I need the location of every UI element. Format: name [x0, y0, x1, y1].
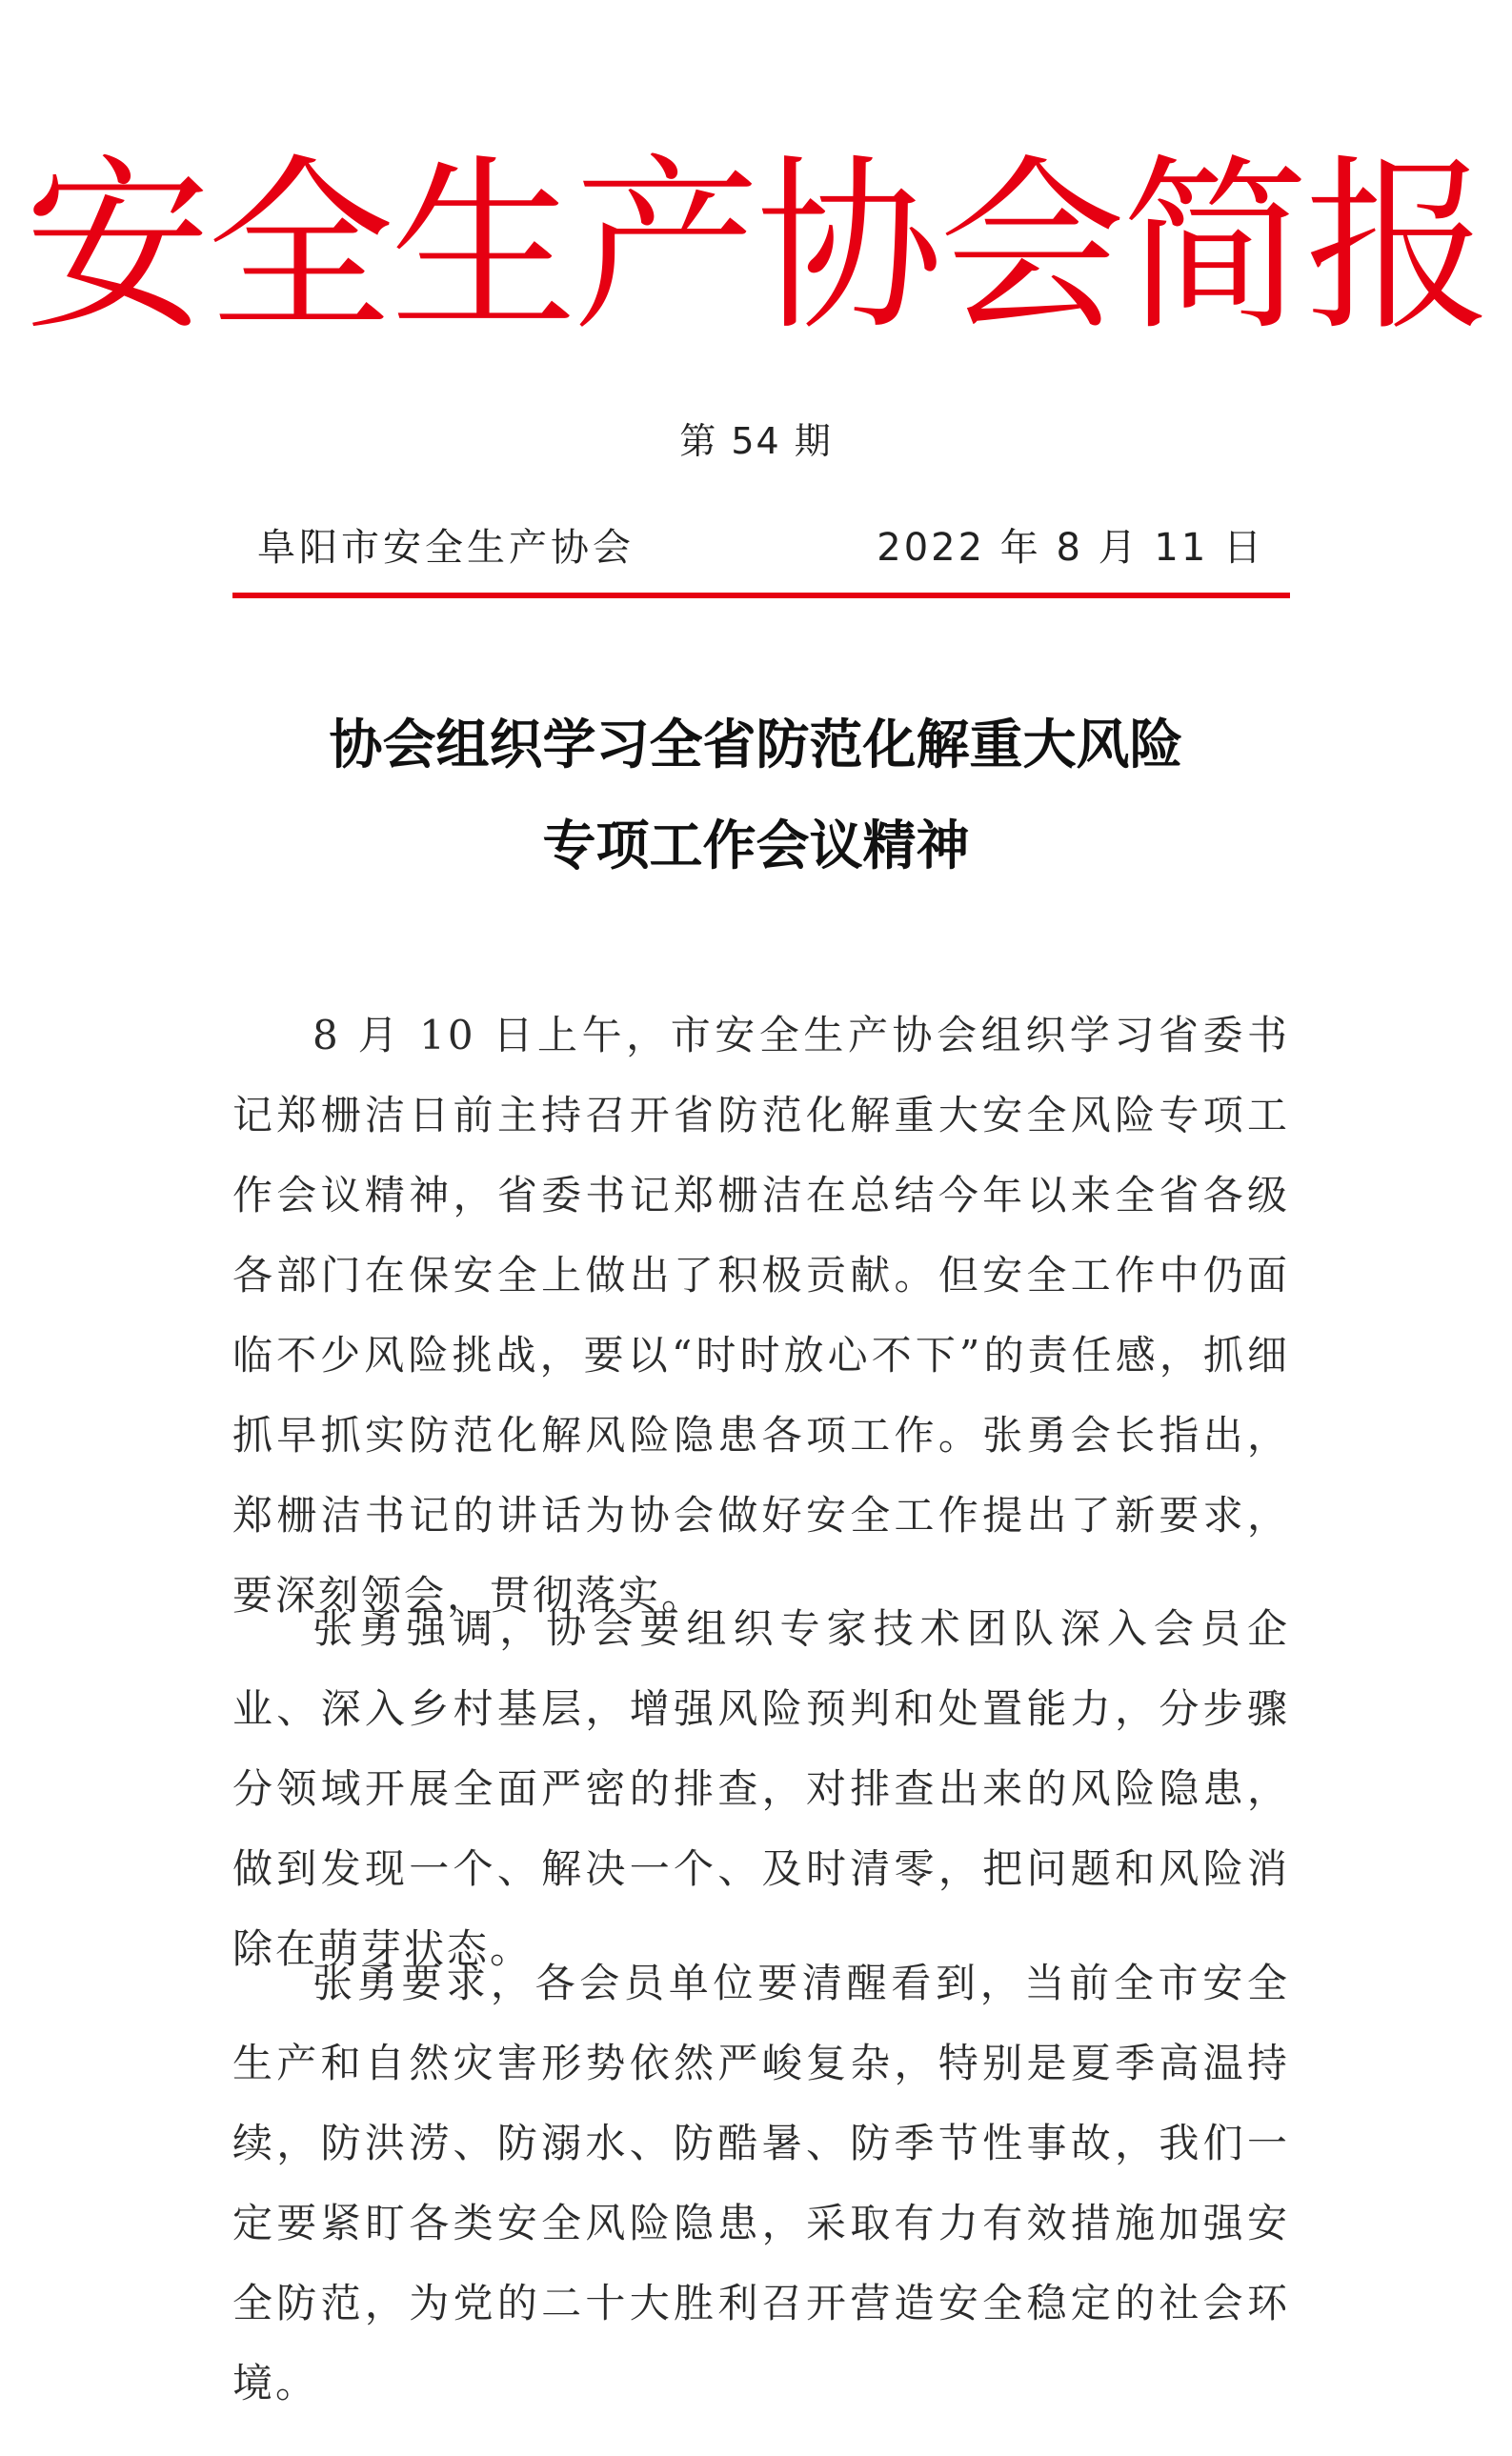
- article-paragraph-2: 张勇强调，协会要组织专家技术团队深入会员企业、深入乡村基层，增强风险预判和处置能力，分步骤分领域开展全面严密的排查，对排查出来的风险隐患，做到发现一个、解决一个、及时清零，把问题和风险消除在萌芽状态。: [232, 1605, 1290, 1972]
- article-paragraph-3: 张勇要求，各会员单位要清醒看到，当前全市安全生产和自然灾害形势依然严峻复杂，特别是夏季高温持续，防洪涝、防溺水、防酷暑、防季节性事故，我们一定要紧盯各类安全风险隐患，采取有力有效措施加强安全防范，为党的二十大胜利召开营造安全稳定的社会环境。: [232, 1960, 1290, 2406]
- issue-number: 第 54 期: [679, 420, 833, 462]
- red-divider: [232, 593, 1290, 598]
- article-title-line-2: 专项工作会议精神: [542, 815, 970, 877]
- issuer-name: 阜阳市安全生产协会: [257, 526, 635, 570]
- article-title-line-1: 协会组织学习全省防范化解重大风险: [329, 714, 1183, 776]
- masthead-title: 安全生产协会简报: [24, 139, 1488, 356]
- article-paragraph-1: 8 月 10 日上午，市安全生产协会组织学习省委书记郑栅洁日前主持召开省防范化解重大安全风险专项工作会议精神，省委书记郑栅洁在总结今年以来全省各级各部门在保安全上做出了积极贡献。但安全工作中仍面临不少风险挑战，要以“时时放心不下”的责任感，抓细抓早抓实防范化解风险隐患各项工作。张勇会长指出，郑栅洁书记的讲话为协会做好安全工作提出了新要求，要深刻领会，贯彻落实。: [232, 1012, 1290, 1619]
- publication-date: 2022 年 8 月 11 日: [877, 526, 1264, 570]
